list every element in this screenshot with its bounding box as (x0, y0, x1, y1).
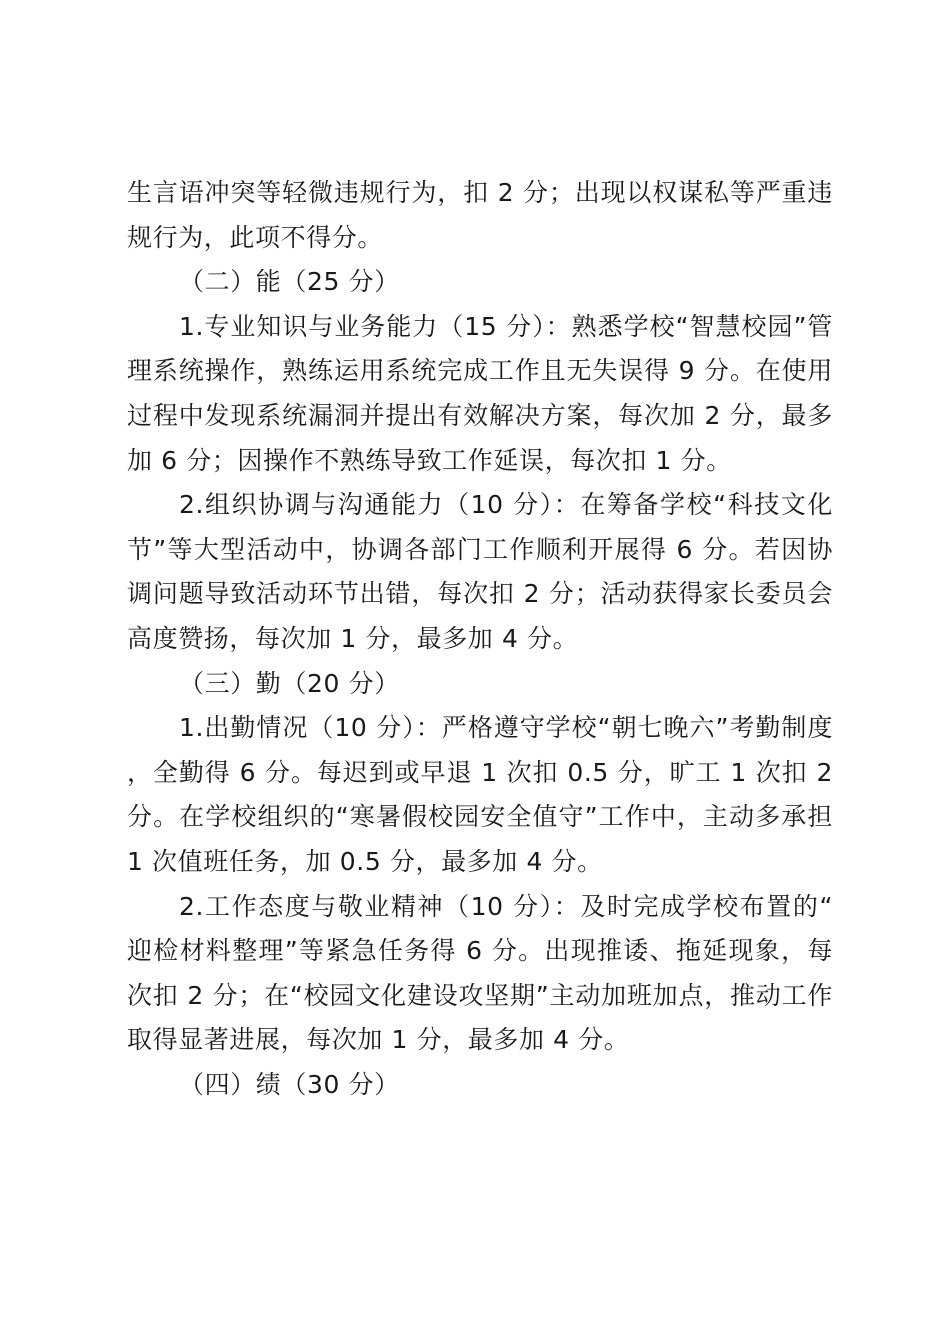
paragraph-attendance: 1.出勤情况（10 分）：严格遵守学校“朝七晚六”考勤制度，全勤得 6 分。每迟到或早退 1 次扣 0.5 分，旷工 1 次扣 2 分。在学校组织的“寒暑假校园安全值守”工作中，主动多承担 1 次值班任务，加 0.5 分，最多加 4 分。 (127, 713, 833, 876)
section-heading-neng: （二）能（25 分） (179, 267, 400, 297)
paragraph-professional-ability: 1.专业知识与业务能力（15 分）：熟悉学校“智慧校园”管理系统操作，熟练运用系统完成工作且无失误得 9 分。在使用过程中发现系统漏洞并提出有效解决方案，每次加 2 分，最多加 6 分；因操作不熟练导致工作延误，每次扣 1 分。 (127, 311, 833, 475)
section-heading-ji: （四）绩（30 分） (179, 1069, 400, 1099)
paragraph-continuation: 生言语冲突等轻微违规行为，扣 2 分；出现以权谋私等严重违规行为，此项不得分。 (127, 178, 833, 252)
paragraph-work-attitude: 2.工作态度与敬业精神（10 分）：及时完成学校布置的“迎检材料整理”等紧急任务得 6 分。出现推诿、拖延现象，每次扣 2 分；在“校园文化建设攻坚期”主动加班加点，推动工作取得显著进展，每次加 1 分，最多加 4 分。 (127, 891, 833, 1055)
section-heading-qin: （三）勤（20 分） (179, 668, 400, 698)
paragraph-coordination-ability: 2.组织协调与沟通能力（10 分）：在筹备学校“科技文化节”等大型活动中，协调各部门工作顺利开展得 6 分。若因协调问题导致活动环节出错，每次扣 2 分；活动获得家长委员会高度赞扬，每次加 1 分，最多加 4 分。 (127, 490, 833, 653)
document-body (127, 171, 833, 1107)
